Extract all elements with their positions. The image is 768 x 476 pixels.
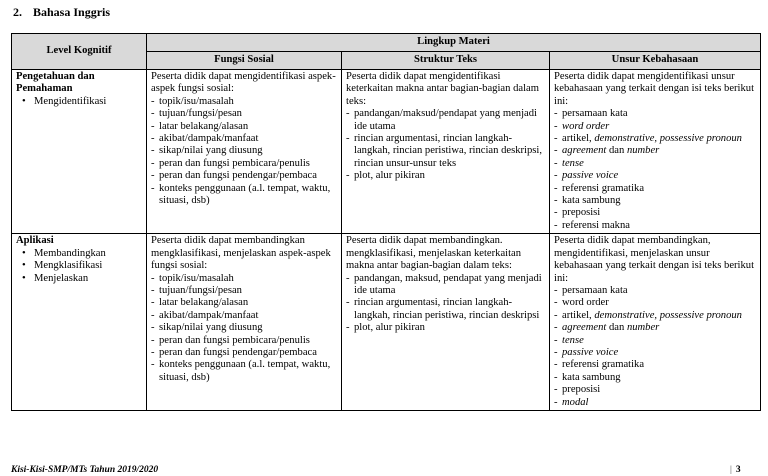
- section-title: Bahasa Inggris: [33, 5, 111, 19]
- list-item: - word order: [554, 297, 757, 309]
- level-item: • Membandingkan: [20, 248, 143, 260]
- level-item: • Mengklasifikasi: [20, 260, 143, 272]
- level-item: • Mengidentifikasi: [20, 96, 143, 108]
- list-item: - preposisi: [554, 384, 757, 396]
- item-text-italic: agreement: [562, 145, 607, 157]
- list-item: - passive voice: [554, 170, 757, 182]
- section-number: 2.: [13, 5, 22, 19]
- table-row: [12, 70, 761, 234]
- list-item: - tense: [554, 158, 757, 170]
- list-item: - referensi gramatika: [554, 183, 757, 195]
- list-item: - peran dan fungsi pendengar/pembaca: [151, 170, 338, 182]
- list-item: - word order: [554, 121, 757, 133]
- list-item: - tujuan/fungsi/pesan: [151, 285, 338, 297]
- list-item: - kata sambung: [554, 372, 757, 384]
- fungsi-intro: Peserta didik dapat mengidentifikasi aspek-aspek fungsi sosial:: [151, 71, 336, 95]
- level-title: Pengetahuan dan Pemahaman: [16, 71, 95, 95]
- item-text: dan: [608, 145, 625, 157]
- list-item: - preposisi: [554, 207, 757, 219]
- list-item: [554, 322, 757, 334]
- list-item: - plot, alur pikiran: [346, 322, 546, 334]
- unsur-cell: [550, 70, 761, 234]
- list-item: - latar belakang/alasan: [151, 297, 338, 309]
- list-item: [554, 310, 757, 322]
- unsur-intro: Peserta didik dapat mengidentifikasi unsur kebahasaan yang terkait dengan isi teks berikut ini:: [554, 71, 755, 107]
- footer-page-number: [730, 465, 741, 475]
- level-title: Aplikasi: [16, 235, 54, 247]
- list-item: - persamaan kata: [554, 108, 757, 120]
- list-item: - konteks penggunaan (a.l. tempat, waktu, situasi, dsb): [151, 183, 338, 208]
- list-item: - tujuan/fungsi/pesan: [151, 108, 338, 120]
- list-item: - akibat/dampak/manfaat: [151, 310, 338, 322]
- item-text: artikel,: [562, 309, 592, 321]
- list-item: - konteks penggunaan (a.l. tempat, waktu, situasi, dsb): [151, 359, 338, 384]
- list-item: - tense: [554, 335, 757, 347]
- kisi-kisi-table: [11, 33, 761, 411]
- struktur-cell: [342, 234, 550, 411]
- struktur-cell: [342, 70, 550, 234]
- header-lingkup-materi: Lingkup Materi: [147, 34, 761, 52]
- list-item: - peran dan fungsi pembicara/penulis: [151, 335, 338, 347]
- list-item: - modal: [554, 397, 757, 409]
- fungsi-cell: [147, 70, 342, 234]
- list-item: - sikap/nilai yang diusung: [151, 322, 338, 334]
- struktur-intro: Peserta didik dapat membandingkan. mengklasifikasi, menjelaskan keterkaitan makna antar bagian-bagian dalam teks:: [346, 235, 522, 272]
- level-item: • Menjelaskan: [20, 273, 143, 285]
- list-item: - pandangan, maksud, pendapat yang menjadi ide utama: [346, 273, 546, 298]
- level-cell: [12, 70, 147, 234]
- list-item: [554, 145, 757, 157]
- footer-divider: |: [730, 465, 732, 475]
- list-item: - persamaan kata: [554, 285, 757, 297]
- item-text-italic: demonstrative, possessive pronoun: [594, 309, 742, 321]
- header-unsur-kebahasaan: Unsur Kebahasaan: [550, 52, 761, 70]
- list-item: - referensi gramatika: [554, 359, 757, 371]
- item-text: artikel,: [562, 133, 592, 145]
- fungsi-cell: [147, 234, 342, 411]
- list-item: [554, 133, 757, 145]
- list-item: - rincian argumentasi, rincian langkah-langkah, rincian peristiwa, rincian deskripsi: [346, 297, 546, 322]
- list-item: - sikap/nilai yang diusung: [151, 145, 338, 157]
- fungsi-intro: Peserta didik dapat membandingkan mengklasifikasi, menjelaskan aspek-aspek fungsi sosial:: [151, 235, 331, 272]
- header-fungsi-sosial: Fungsi Sosial: [147, 52, 342, 70]
- table-row: [12, 234, 761, 411]
- list-item: - passive voice: [554, 347, 757, 359]
- list-item: - peran dan fungsi pendengar/pembaca: [151, 347, 338, 359]
- footer-document-title: Kisi-Kisi-SMP/MTs Tahun 2019/2020: [11, 465, 159, 475]
- list-item: - latar belakang/alasan: [151, 121, 338, 133]
- struktur-intro: Peserta didik dapat mengidentifikasi keterkaitan makna antar bagian-bagian dalam teks:: [346, 71, 539, 107]
- header-level-kognitif: Level Kognitif: [12, 34, 147, 70]
- item-text-italic: agreement: [562, 322, 607, 334]
- list-item: - referensi makna: [554, 220, 757, 232]
- item-text-italic: demonstrative, possessive pronoun: [594, 133, 742, 145]
- header-struktur-teks: Struktur Teks: [342, 52, 550, 70]
- item-text-italic: number: [626, 322, 660, 334]
- level-cell: [12, 234, 147, 411]
- list-item: - plot, alur pikiran: [346, 170, 546, 182]
- list-item: - rincian argumentasi, rincian langkah-langkah, rincian peristiwa, rincian deskripsi, rincian unsur-unsur teks: [346, 133, 546, 170]
- item-text-italic: number: [626, 145, 660, 157]
- section-heading: [13, 5, 110, 20]
- list-item: - topik/isu/masalah: [151, 273, 338, 285]
- list-item: - akibat/dampak/manfaat: [151, 133, 338, 145]
- list-item: - pandangan/maksud/pendapat yang menjadi ide utama: [346, 108, 546, 133]
- list-item: - peran dan fungsi pembicara/penulis: [151, 158, 338, 170]
- page-number: 3: [735, 465, 741, 475]
- list-item: - kata sambung: [554, 195, 757, 207]
- unsur-cell: [550, 234, 761, 411]
- list-item: - topik/isu/masalah: [151, 96, 338, 108]
- unsur-intro: Peserta didik dapat membandingkan, mengidentifikasi, menjelaskan unsur kebahasaan yang terkait dengan isi teks berikut ini:: [554, 235, 755, 284]
- item-text: dan: [608, 322, 625, 334]
